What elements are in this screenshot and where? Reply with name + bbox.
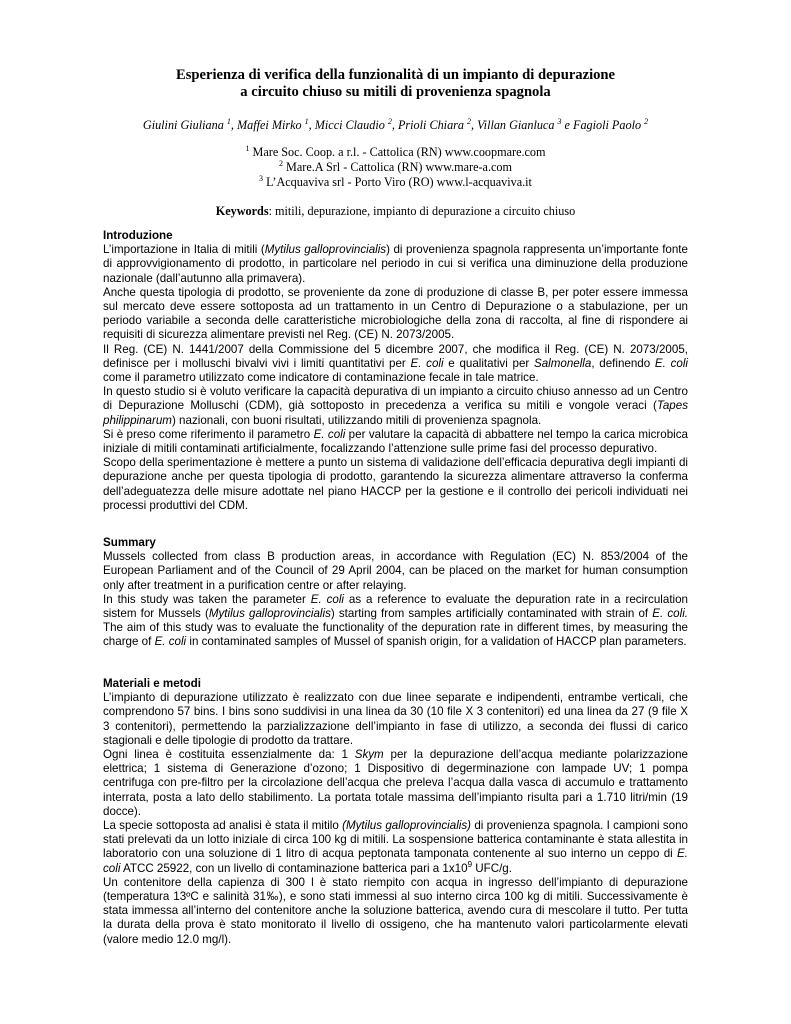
text-run: The aim of this study was to evaluate the functionality of the depuration rate in different times, by measuring the charge of	[103, 621, 688, 649]
text-run: ) nazionali, con buoni risultati, utilizzando mitili di provenienza spagnola.	[171, 413, 542, 427]
paragraph: Anche questa tipologia di prodotto, se proveniente da zone di produzione di classe B, per poter essere immessa sul mercato deve essere sottoposta ad un trattamento in un Centro di Depurazione o a stabulazione, per un periodo variabile a seconda delle caratteristiche microbiologiche della zona di raccolta, al fine di rispondere ai requisiti di sicurezza alimentare previsti nel Reg. (CE) N. 2073/2005.	[103, 285, 688, 342]
text-run: In questo studio si è voluto verificare la capacità depurativa di un impianto a circuito chiuso annesso ad un Centro di Depurazione Molluschi (CDM), già sottoposto in precedenza a verifica su mitili e vongole veraci (	[103, 385, 688, 413]
paragraph	[103, 748, 688, 819]
author-2: Maffei Mirko $^1$	[236, 116, 309, 132]
italic-text: E. coli	[654, 356, 688, 370]
italic-text: E. coli	[310, 592, 344, 606]
italic-text: Salmonella	[533, 356, 592, 370]
italic-text: E. coli	[410, 356, 444, 370]
section-materiali-metodi	[103, 677, 688, 947]
section-heading: Summary	[103, 536, 156, 549]
text-run: per la depurazione dell’acqua mediante polarizzazione elettrica; 1 sistema di Generazione d’ozono; 1 Dispositivo di degerminazione con lampade UV; 1 pompa centrifuga con pre-filtro per la circolazione dell’acqua che preleva l’acqua dalla vasca di accumulo e trattamento interrata, posta a lato dello stabilimento. La portata totale massima dell’impianto risulta pari a 1.710 litri/min (19 docce).	[103, 748, 688, 818]
keywords-label: Keywords	[215, 204, 269, 218]
author-4: Prioli Chiara $^2$	[397, 116, 472, 132]
section-heading: Materiali e metodi	[103, 677, 201, 690]
text-run: In this study was taken the parameter	[103, 592, 311, 606]
paragraph: L’impianto di depurazione utilizzato è realizzato con due linee separate e indipendenti, entrambe verticali, che comprendono 57 bins. I bins sono suddivisi in una linea da 30 (10 file X 3 contenitori) ed una linea da 27 (9 file X 3 contenitori), permettendo la parzializzazione dell’impianto in fase di utilizzo, a seconda dei flussi di carico stagionali e delle tipologie di prodotto da trattare.	[103, 691, 688, 747]
author-5: Villan Gianluca $^3$	[477, 116, 562, 132]
affiliations	[0, 145, 791, 190]
paragraph	[103, 385, 688, 428]
affiliation-2: $^2$ Mare.A Srl - Cattolica (RN) www.mare-a.com	[278, 158, 512, 174]
text-run: L’importazione in Italia di mitili (	[103, 243, 265, 257]
paper-title	[0, 67, 791, 101]
superscript: 9	[467, 859, 473, 869]
text-run: per valutare la capacità di abbattere nel tempo la carica microbica iniziale di mitili contaminati artificialmente, focalizzando l’attenzione sulle prime fasi del processo depurativo.	[103, 427, 688, 456]
text-run: e qualitativi per	[443, 356, 534, 370]
italic-text: E. coli	[103, 847, 688, 875]
paragraph	[103, 243, 688, 286]
section-summary	[103, 536, 688, 650]
text-run: Ogni linea è costituita essenzialmente da: 1	[103, 748, 355, 762]
text-run: di provenienza spagnola. I campioni sono stati prelevati da un lotto iniziale di circa 100 kg di mitili. La sospensione batterica contaminante è stata allestita in laboratorio con una soluzione di 1 litro di acqua peptonata tamponata contenente al suo interno un ceppo di	[103, 819, 689, 861]
text-run: La specie sottoposta ad analisi è stata il mitilo	[103, 819, 343, 833]
italic-text: Skym	[354, 748, 384, 762]
paragraph	[103, 343, 688, 386]
text-run: ) di provenienza spagnola rappresenta un’importante fonte di approvvigionamento di prodotto, in particolare nel periodo in cui si verifica una diminuzione della produzione nazionale (dall’autunno alla primavera).	[103, 243, 688, 285]
text-run: Il Reg. (CE) N. 1441/2007 della Commissione del 5 dicembre 2007, che modifica il Reg. (CE) N. 2073/2005, definisce per i molluschi bivalvi vivi i limiti quantitativi per	[103, 342, 688, 370]
keywords-line	[0, 204, 791, 219]
text-run: ) starting from samples artificially contaminated with strain of	[330, 607, 653, 621]
italic-text: (Mytilus galloprovincialis)	[342, 819, 472, 833]
italic-text: Tapes philippinarum	[103, 399, 688, 427]
keywords-text: : mitili, depurazione, impianto di depurazione a circuito chiuso	[268, 204, 576, 218]
text-run: , definendo	[591, 356, 655, 370]
author-3: Micci Claudio $^2$	[314, 116, 392, 132]
affiliation-1: $^1$ Mare Soc. Coop. a r.l. - Cattolica (RN) www.coopmare.com	[245, 143, 546, 159]
text-run: come il parametro utilizzato come indicatore di contaminazione fecale in tale matrice.	[103, 371, 539, 385]
section-heading: Introduzione	[103, 229, 173, 242]
text-run: ATCC 25922, con un livello di contaminazione batterica pari a 1x10	[120, 861, 468, 875]
text-run: Si è preso come riferimento il parametro	[103, 427, 314, 441]
italic-text: E. coli.	[652, 607, 689, 621]
italic-text: Mytilus galloprovincialis	[208, 607, 331, 621]
section-introduzione	[103, 229, 688, 513]
title-line-2: a circuito chiuso su mitili di provenienza spagnola	[240, 84, 551, 100]
author-list: Giulini Giuliana $^1$, Maffei Mirko $^1$, Micci Claudio $^2$, Prioli Chiara $^2$, Villan Gianluca $^3$ e Fagioli Paolo $^2$	[142, 116, 649, 132]
paragraph	[103, 428, 688, 456]
paragraph	[103, 593, 688, 650]
author-6: Fagioli Paolo $^2$	[573, 116, 649, 132]
affiliation-3: $^3$ L’Acquaviva srl - Porto Viro (RO) www.l-acquaviva.it	[259, 173, 532, 189]
title-line-1: Esperienza di verifica della funzionalità di un impianto di depurazione	[175, 67, 616, 83]
text-run: in contaminated samples of Mussel of spanish origin, for a validation of HACCP plan parameters.	[186, 635, 687, 649]
italic-text: E. coli	[313, 427, 346, 441]
paragraph	[103, 819, 688, 876]
italic-text: Mytilus galloprovincialis	[264, 243, 387, 257]
italic-text: E. coli	[154, 635, 187, 649]
paragraph: Scopo della sperimentazione è mettere a punto un sistema di validazione dell’efficacia depurativa degli impianti di depurazione anche per questa tipologia di prodotto, garantendo la sicurezza alimentare attraverso la conferma dell’adeguatezza delle misure adottate nel piano HACCP per la gestione e il controllo dei pericoli individuati nei processi produttivi del CDM.	[103, 456, 688, 512]
text-run: UFC/g.	[472, 861, 512, 875]
author-1: Giulini Giuliana $^1$	[142, 116, 231, 132]
text-run: as a reference to evaluate the depuration rate in a recirculation sistem for Mussels (	[103, 592, 689, 621]
paragraph: Un contenitore della capienza di 300 l è stato riempito con acqua in ingresso dell’impianto di depurazione (temperatura 13ºC e salinità 31‰), e sono stati immessi al suo interno circa 100 kg di mitili. Successivamente è stata immessa all’interno del contenitore anche la soluzione batterica, avendo cura di mescolare il tutto. Per tutta la durata della prova è stato monitorato il livello di ossigeno, che ha mantenuto valori particolarmente elevati (valore medio 12.0 mg/l).	[103, 875, 688, 946]
paragraph: Mussels collected from class B production areas, in accordance with Regulation (EC) N. 853/2004 of the European Parliament and of the Council of 29 April 2004, can be placed on the market for human consumption only after treatment in a purification centre or after relaying.	[103, 550, 688, 592]
